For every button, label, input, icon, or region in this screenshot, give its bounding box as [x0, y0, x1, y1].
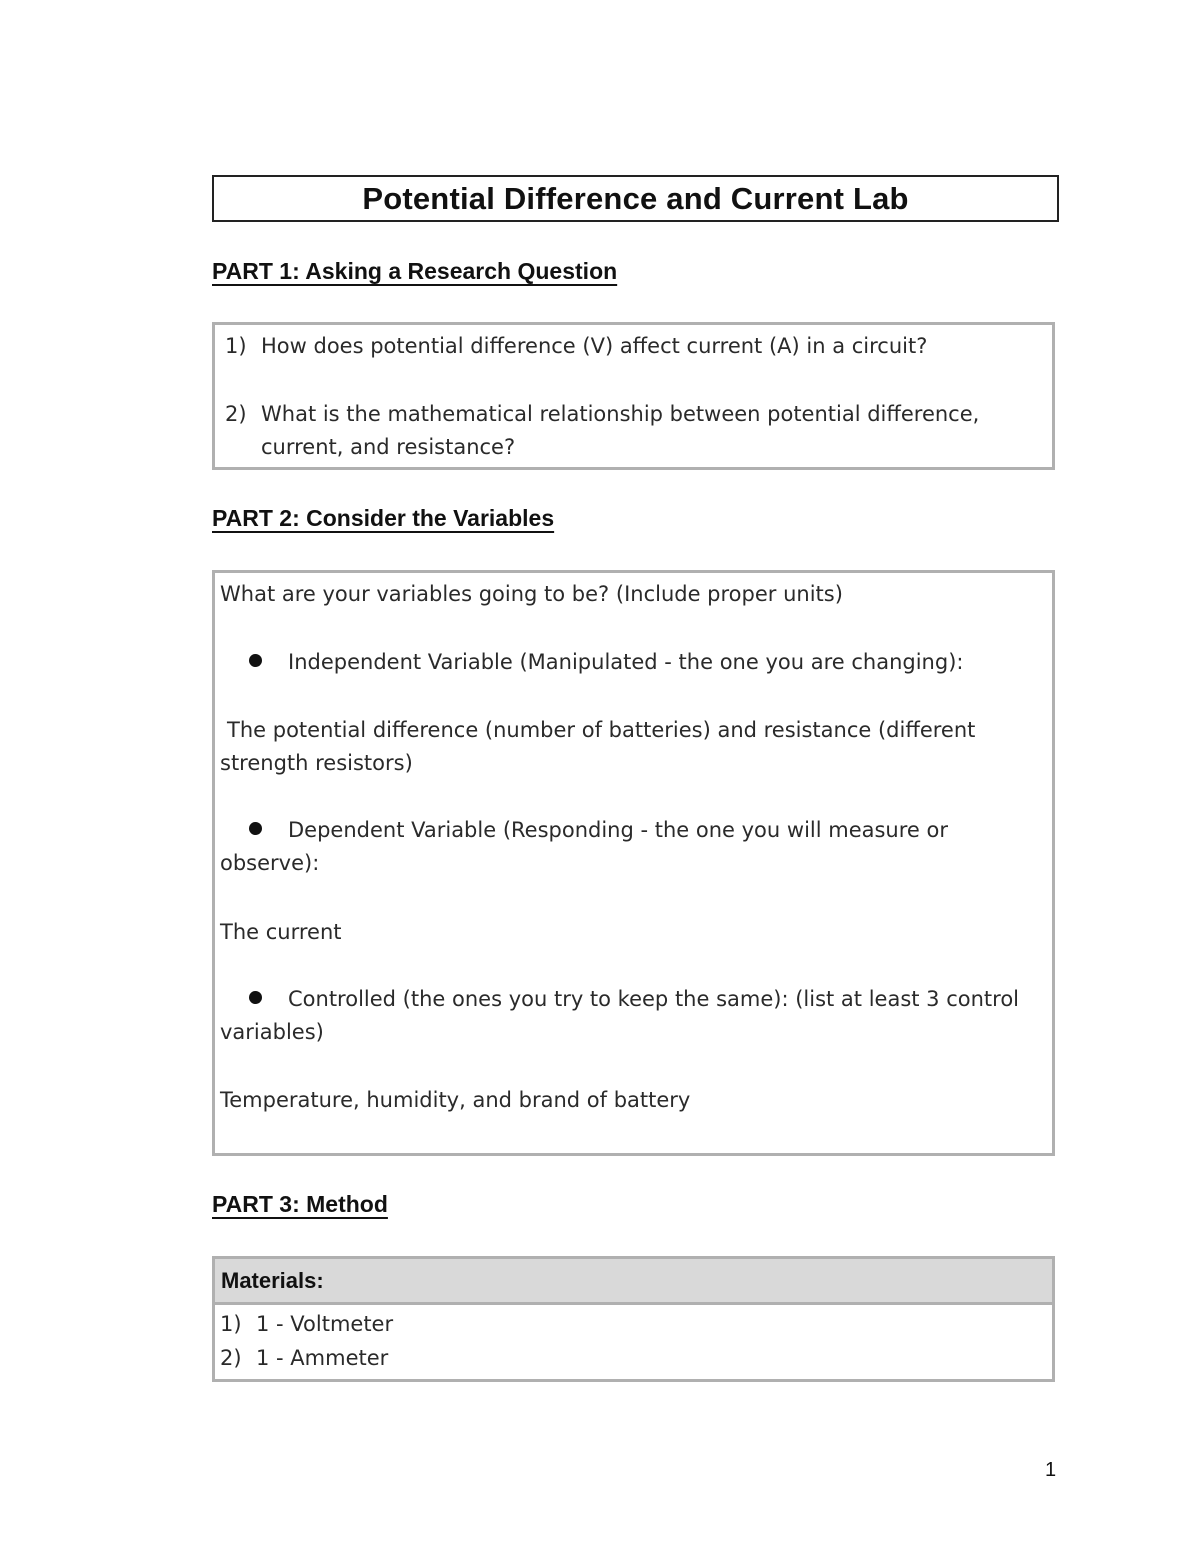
variables-prompt: What are your variables going to be? (Include proper units) — [220, 582, 843, 606]
material-number: 2) — [220, 1346, 242, 1370]
part2-heading: PART 2: Consider the Variables — [212, 505, 555, 531]
materials-header: Materials: — [215, 1259, 1052, 1305]
bullet-icon — [249, 991, 262, 1004]
question-text: What is the mathematical relationship between potential difference, current, and resistance? — [261, 402, 980, 459]
dependent-variable-row — [220, 814, 1045, 880]
dependent-variable-label: Dependent Variable (Responding - the one you will measure or observe): — [220, 818, 948, 875]
bullet-icon — [249, 822, 262, 835]
controlled-variable-answer: Temperature, humidity, and brand of battery — [220, 1088, 691, 1112]
material-text: 1 - Ammeter — [256, 1346, 389, 1370]
material-text: 1 - Voltmeter — [256, 1312, 394, 1336]
question-number: 1) — [225, 334, 247, 358]
research-questions-box — [212, 322, 1055, 470]
independent-variable-label: Independent Variable (Manipulated - the one you are changing): — [288, 650, 964, 674]
title-box — [212, 175, 1059, 222]
part1-heading: PART 1: Asking a Research Question — [212, 258, 618, 284]
bullet-icon — [249, 654, 262, 667]
materials-table — [212, 1256, 1055, 1382]
independent-variable-row — [220, 646, 1045, 679]
dependent-variable-answer: The current — [220, 920, 342, 944]
material-item — [220, 1308, 393, 1341]
controlled-variable-row — [220, 983, 1045, 1049]
question-text: How does potential difference (V) affect current (A) in a circuit? — [261, 334, 928, 358]
material-number: 1) — [220, 1312, 242, 1336]
independent-variable-answer: The potential difference (number of batteries) and resistance (different strength resistors) — [220, 718, 976, 775]
document-title: Potential Difference and Current Lab — [362, 180, 909, 216]
page-number: 1 — [1045, 1459, 1057, 1481]
question-number: 2) — [225, 402, 247, 426]
material-item — [220, 1342, 388, 1375]
part3-heading: PART 3: Method — [212, 1191, 388, 1217]
controlled-variable-label: Controlled (the ones you try to keep the same): (list at least 3 control variables) — [220, 987, 1020, 1044]
materials-list — [215, 1305, 1052, 1379]
variables-box — [212, 570, 1055, 1156]
